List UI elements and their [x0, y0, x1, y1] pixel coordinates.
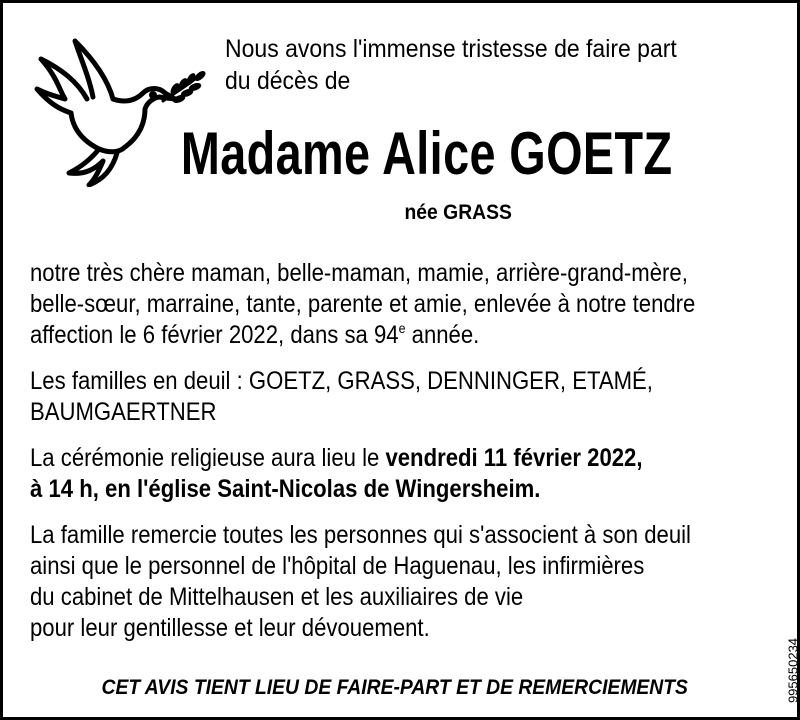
thanks-line-3: du cabinet de Mittelhausen et les auxiliaires de vie	[30, 583, 524, 611]
intro-line-2: du décès de	[225, 67, 351, 95]
thanks-line-4: pour leur gentillesse et leur dévouement.	[30, 614, 430, 642]
reference-number: 995650234	[785, 637, 800, 704]
intro-line-1: Nous avons l'immense tristesse de faire part	[225, 35, 677, 63]
thanks-line-1: La famille remercie toutes les personnes qui s'associent à son deuil	[30, 521, 691, 549]
deceased-name: Madame Alice GOETZ	[180, 120, 673, 187]
relations-line-3-text: affection le 6 février 2022, dans sa 94	[30, 321, 399, 349]
maiden-name: née GRASS	[404, 201, 512, 224]
ceremony-place: à 14 h, en l'église Saint-Nicolas de Wingersheim.	[30, 475, 541, 503]
relations-line-3	[30, 320, 738, 351]
notice-body	[30, 258, 738, 644]
relations-line-1: notre très chère maman, belle-maman, mamie, arrière-grand-mère,	[30, 259, 688, 287]
ceremony-line-2	[30, 474, 738, 505]
relations-line-3-end: année.	[405, 321, 480, 349]
families-line-2: BAUMGAERTNER	[30, 398, 217, 426]
thanks-line-2: ainsi que le personnel de l'hôpital de Haguenau, les infirmières	[30, 552, 645, 580]
ceremony-line-1	[30, 443, 738, 474]
ceremony-date: vendredi 11 février 2022,	[385, 444, 643, 472]
relations-line-2: belle-sœur, marraine, tante, parente et amie, enlevée à notre tendre	[30, 290, 696, 318]
families-line-1: Les familles en deuil : GOETZ, GRASS, DENNINGER, ETAMÉ,	[30, 367, 653, 395]
footer-notice: CET AVIS TIENT LIEU DE FAIRE-PART ET DE REMERCIEMENTS	[101, 676, 688, 699]
ordinal-suffix: e	[398, 320, 406, 336]
ceremony-intro: La cérémonie religieuse aura lieu le	[30, 444, 386, 472]
intro-text	[225, 33, 677, 97]
